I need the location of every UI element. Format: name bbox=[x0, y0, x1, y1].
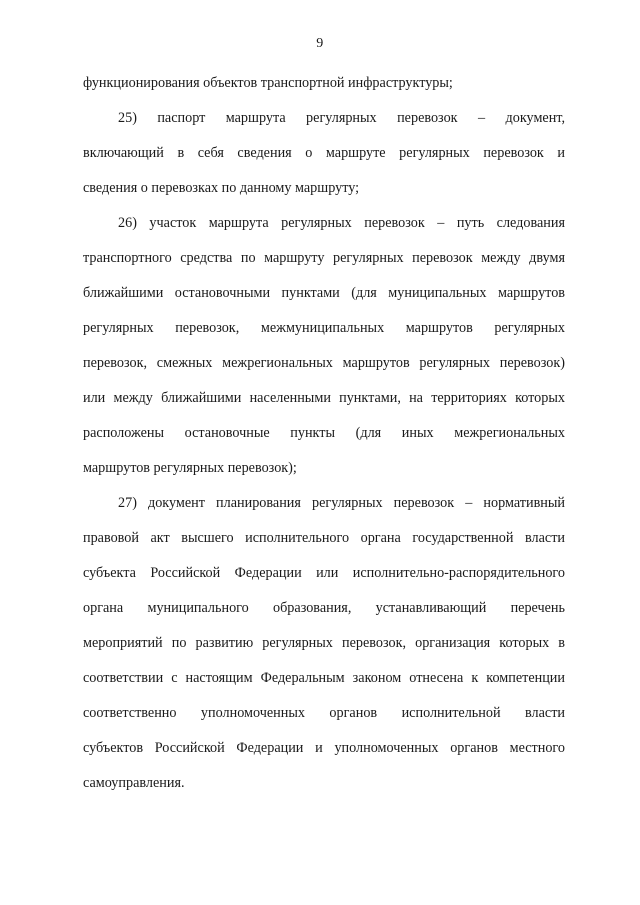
text-line: субъектов Российской Федерации и уполномоченных органов местного bbox=[83, 740, 565, 756]
page-number: 9 bbox=[316, 36, 324, 51]
text-line: правовой акт высшего исполнительного органа государственной власти bbox=[83, 530, 565, 546]
text-line: соответственно уполномоченных органов исполнительной власти bbox=[83, 705, 565, 721]
text-line: самоуправления. bbox=[83, 775, 185, 791]
text-line: 25) паспорт маршрута регулярных перевозок – документ, bbox=[118, 110, 565, 126]
text-line: мероприятий по развитию регулярных перевозок, организация которых в bbox=[83, 635, 565, 651]
text-line: сведения о перевозках по данному маршруту; bbox=[83, 180, 360, 196]
text-line: субъекта Российской Федерации или исполнительно-распорядительного bbox=[83, 565, 565, 581]
text-line: органа муниципального образования, устанавливающий перечень bbox=[83, 600, 565, 616]
text-line: 27) документ планирования регулярных перевозок – нормативный bbox=[118, 495, 565, 511]
text-line: маршрутов регулярных перевозок); bbox=[83, 460, 297, 476]
text-line: расположены остановочные пункты (для иных межрегиональных bbox=[83, 425, 565, 441]
text-line: или между ближайшими населенными пунктами, на территориях которых bbox=[83, 390, 565, 406]
text-line: включающий в себя сведения о маршруте регулярных перевозок и bbox=[83, 145, 565, 161]
text-line: 26) участок маршрута регулярных перевозок – путь следования bbox=[118, 215, 565, 231]
text-line: транспортного средства по маршруту регулярных перевозок между двумя bbox=[83, 250, 565, 266]
text-line: регулярных перевозок, межмуниципальных маршрутов регулярных bbox=[83, 320, 565, 336]
text-line: соответствии с настоящим Федеральным законом отнесена к компетенции bbox=[83, 670, 565, 686]
text-line: функционирования объектов транспортной инфраструктуры; bbox=[83, 75, 453, 91]
text-line: перевозок, смежных межрегиональных маршрутов регулярных перевозок) bbox=[83, 355, 565, 371]
text-line: ближайшими остановочными пунктами (для муниципальных маршрутов bbox=[83, 285, 565, 301]
